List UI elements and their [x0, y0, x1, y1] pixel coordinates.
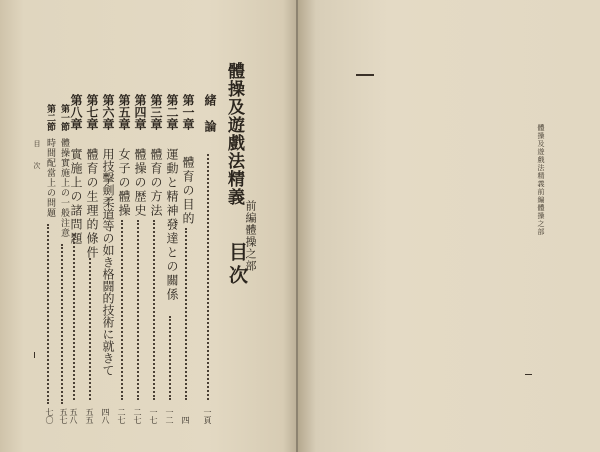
- toc-leader: [73, 234, 77, 400]
- toc-page-number: 四八: [101, 408, 110, 424]
- toc-section: 第二節: [45, 104, 55, 131]
- toc-page-number: 二七: [117, 408, 126, 424]
- left-page: [0, 0, 298, 452]
- running-header: 目 次: [33, 140, 41, 173]
- toc-page-number: 五五: [85, 408, 94, 424]
- running-title: 體操及遊戲法精義前編體操之部: [537, 124, 545, 236]
- book-title: 體操及遊戲法精義: [224, 62, 244, 206]
- book-subtitle: 前編體操之部: [244, 200, 257, 272]
- printer-mark: [356, 74, 374, 76]
- toc-leader: [137, 220, 141, 400]
- toc-chapter: 第四章: [133, 94, 147, 130]
- toc-chapter: 第六章: [101, 94, 115, 130]
- toc-chapter: 第八章: [69, 94, 83, 130]
- toc-page-number: 七〇: [45, 408, 54, 424]
- toc-leader: [89, 258, 93, 400]
- toc-leader: [61, 244, 65, 404]
- toc-section: 第一節: [59, 104, 69, 131]
- toc-chapter: 第二章: [165, 94, 179, 130]
- toc-leader: [121, 220, 125, 400]
- toc-page-number: 一二: [165, 408, 174, 424]
- toc-title: 運動と精神發達との關係: [165, 148, 179, 302]
- toc-title: 時間配當上の問題: [45, 138, 55, 218]
- toc-leader: [169, 316, 173, 400]
- toc-page-number: 一頁: [203, 408, 212, 424]
- toc-chapter: 緒論: [203, 94, 217, 146]
- toc-chapter: 第三章: [149, 94, 163, 130]
- toc-title: 體育の方法: [149, 148, 163, 218]
- toc-title: 體操の歴史: [133, 148, 147, 218]
- toc-title: 體育の生理的條件: [85, 148, 99, 260]
- toc-title: 實施上の諸問題: [69, 148, 83, 246]
- toc-leader: [47, 224, 51, 404]
- toc-page-number: 一七: [149, 408, 158, 424]
- toc-title: 體操實施上の一般注意: [59, 138, 69, 238]
- toc-chapter: 第一章: [181, 94, 195, 130]
- toc-leader: [185, 228, 189, 400]
- toc-page-number: 五八: [69, 408, 78, 424]
- right-page: [298, 0, 600, 452]
- toc-chapter: 第七章: [85, 94, 99, 130]
- contents-heading: 目次: [226, 242, 248, 288]
- toc-title: 女子の體操: [117, 148, 131, 218]
- toc-leader: [207, 154, 211, 400]
- printer-mark: [525, 374, 532, 375]
- toc-leader: [153, 220, 157, 400]
- toc-title: 用技擊劍柔道等の如き格闘的技術に就きて: [101, 148, 115, 376]
- toc-page-number: 四: [181, 416, 190, 424]
- toc-page-number: 二七: [133, 408, 142, 424]
- toc-chapter: 第五章: [117, 94, 131, 130]
- toc-title: 體育の目的: [181, 156, 195, 226]
- toc-page-number: 五七: [59, 408, 68, 424]
- printer-mark: [34, 352, 35, 358]
